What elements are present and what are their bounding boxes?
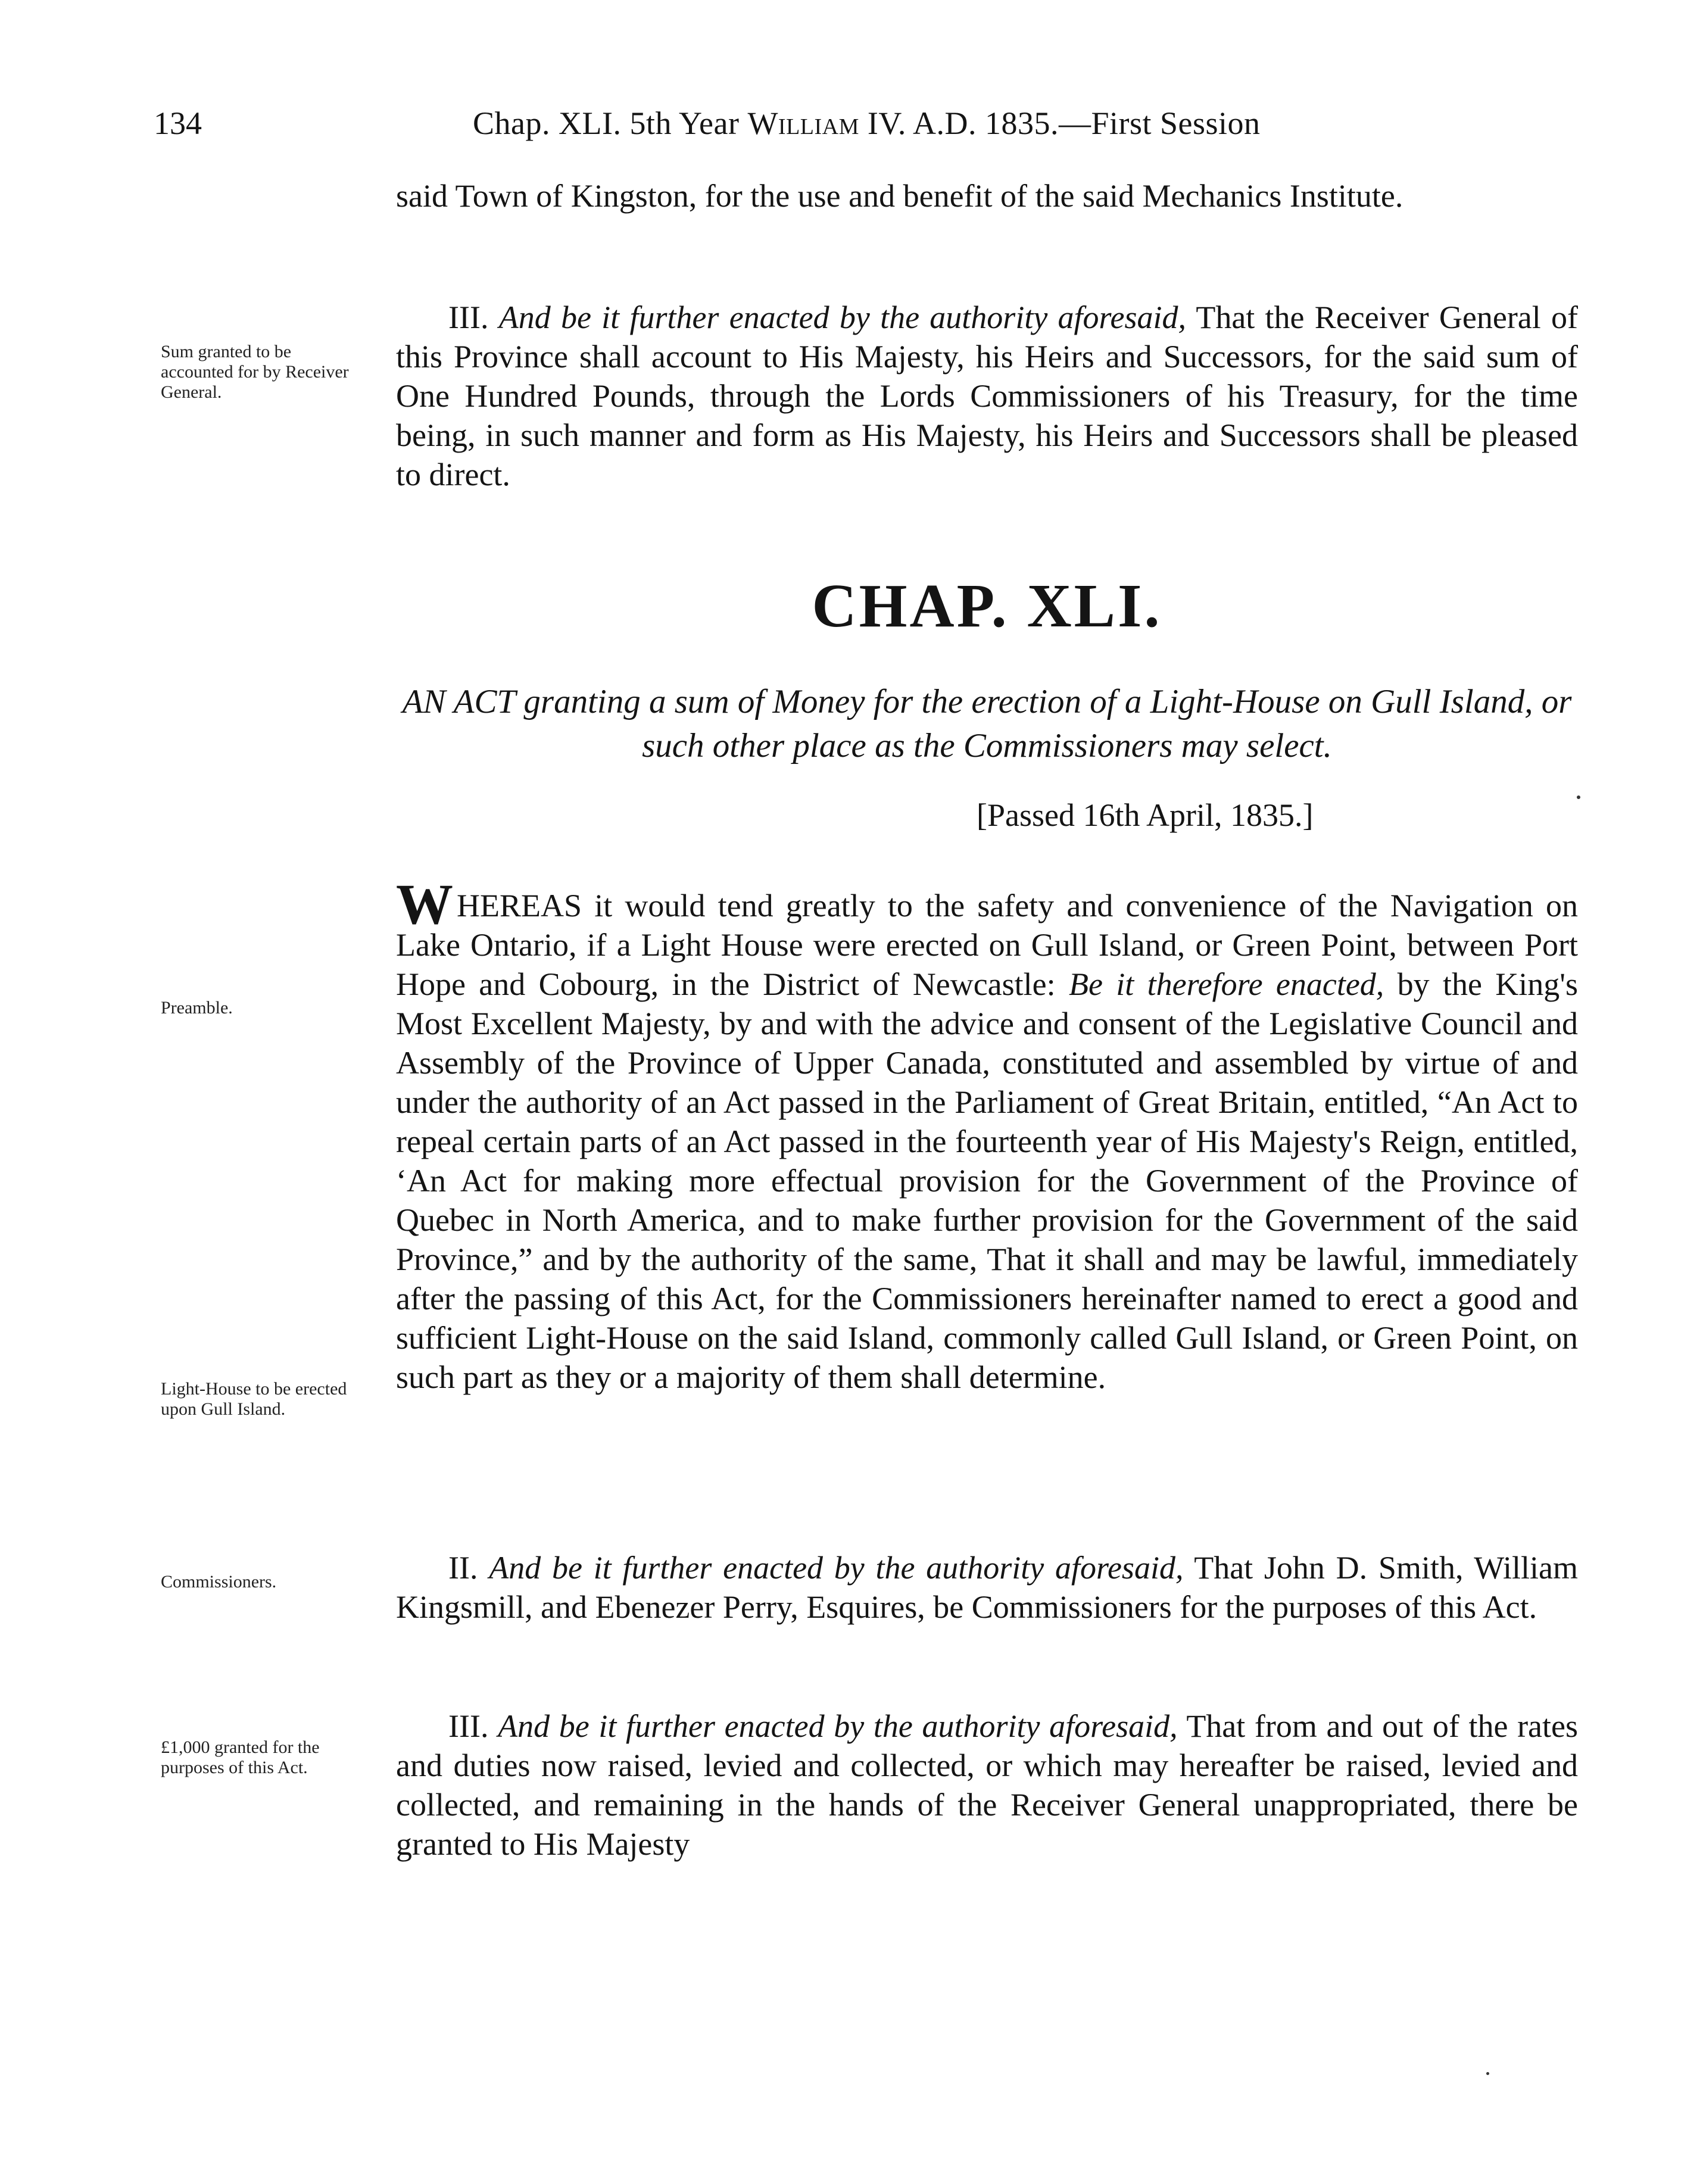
section-number: III.: [448, 299, 489, 335]
running-title-king: William: [747, 105, 859, 141]
preamble-text-1: it would tend greatly to the safety and convenience of the Navigation on Lake Ontario, if a Light House were erected on Gull Island, or Green Point, between Port Hope and Cobourg, in the District of Newcastle:: [396, 888, 1579, 1002]
section-text: That from and out of the rates and duties now raised, levied and collected, or which may hereafter be raised, levied and collected, and remaining in the hands of the Receiver General unappropriated, there be granted to His Majesty: [396, 1708, 1579, 1862]
margin-note-grant: £1,000 granted for the purposes of this Act.: [161, 1737, 320, 1777]
enacting-clause: And be it further enacted by the authority aforesaid,: [498, 1708, 1178, 1744]
running-head: [154, 102, 1517, 150]
section-text: That John D. Smith, William Kingsmill, and Ebenezer Perry, Esquires, be Commissioners for the purposes of this Act.: [396, 1550, 1579, 1625]
section-iii: [396, 1706, 1578, 1864]
act-title: AN ACT granting a sum of Money for the erection of a Light-House on Gull Island, or such other place as the Commissioners may select.: [402, 683, 1572, 765]
scan-speck: [1577, 795, 1580, 799]
section-ii: [396, 1548, 1578, 1627]
section-iii-previous: [396, 298, 1578, 494]
scan-speck: [1486, 2072, 1489, 2075]
margin-note-lighthouse: Light-House to be erected upon Gull Island.: [161, 1379, 347, 1419]
margin-note-receiver: Sum granted to be accounted for by Receiver General.: [161, 342, 349, 402]
continuation-text: said Town of Kingston, for the use and benefit of the said Mechanics Institute.: [396, 178, 1403, 214]
section-number: III.: [448, 1708, 489, 1744]
continuation-paragraph: [396, 176, 1578, 216]
preamble-lead: HEREAS: [457, 888, 582, 923]
preamble-paragraph: [396, 872, 1579, 1397]
enacting-clause: And be it further enacted by the authority aforesaid,: [498, 299, 1187, 335]
running-title-prefix: Chap. XLI. 5th Year: [473, 105, 740, 141]
preamble-enacting: Be it therefore enacted,: [1068, 966, 1384, 1002]
section-number: II.: [448, 1550, 478, 1586]
drop-cap: W: [396, 872, 453, 936]
page-number: 134: [154, 105, 202, 141]
passed-date: [Passed 16th April, 1835.]: [977, 797, 1314, 833]
margin-note-preamble: Preamble.: [161, 998, 233, 1018]
running-title-suffix: IV. A.D. 1835.—First Session: [867, 105, 1261, 141]
preamble-text-2: by the King's Most Excellent Majesty, by and with the advice and consent of the Legislative Council and Assembly of the Province of Upper Canada, constituted and assembled by virtue of and under the authority of an Act passed in the Parliament of Great Britain, entitled, “An Act to repeal certain parts of an Act passed in the fourteenth year of His Majesty's Reign, entitled, ‘An Act for making more effectual provision for the Government of the Province of Quebec in North America, and to make further provision for the Government of the said Province,” and by the authority of the same, That it shall and may be lawful, immediately after the passing of this Act, for the Commissioners hereinafter named to erect a good and sufficient Light-House on the said Island, commonly called Gull Island, or Green Point, on such part as they or a majority of them shall determine.: [396, 966, 1579, 1395]
running-title: [473, 105, 1261, 142]
enacting-clause: And be it further enacted by the authority aforesaid,: [489, 1550, 1184, 1586]
section-text: That the Receiver General of this Province shall account to His Majesty, his Heirs and Successors, for the said sum of One Hundred Pounds, through the Lords Commissioners of his Treasury, for the time being, in such manner and form as His Majesty, his Heirs and Successors shall be pleased to direct.: [396, 299, 1579, 492]
chapter-title: CHAP. XLI.: [812, 572, 1162, 640]
margin-note-commissioners: Commissioners.: [161, 1572, 277, 1592]
